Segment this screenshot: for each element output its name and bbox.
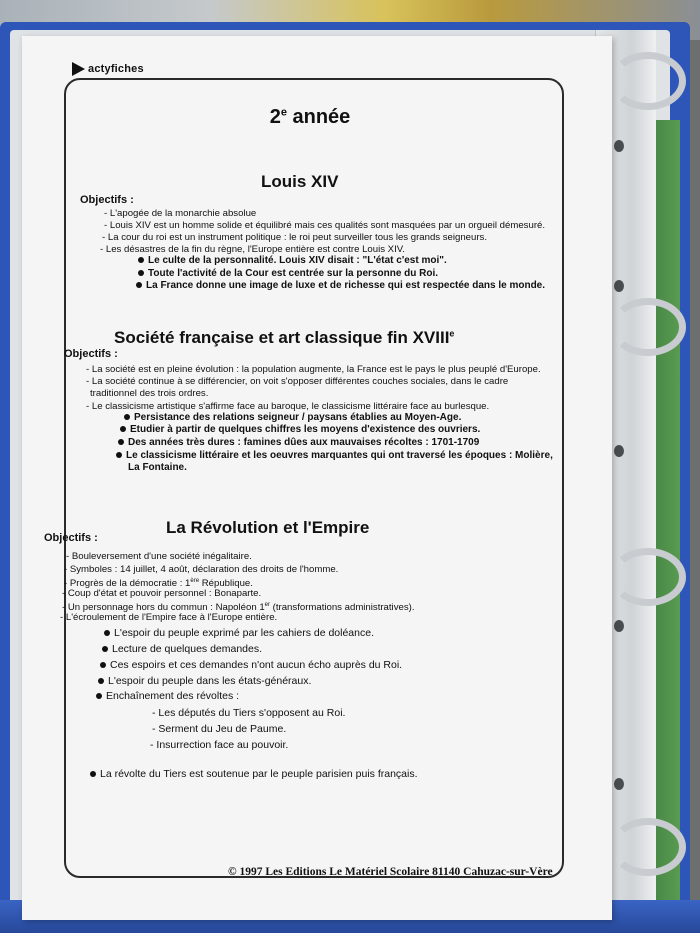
bullet-icon [102,646,108,652]
bullet-item: Enchaînement des révoltes : [96,690,239,702]
objective-line: - L'écroulement de l'Empire face à l'Europe entière. [60,612,278,623]
bullet-item: La révolte du Tiers est soutenue par le peuple parisien puis français. [90,768,418,780]
year-sup: e [280,106,287,119]
objective-line: - Coup d'état et pouvoir personnel : Bonaparte. [62,588,262,599]
bullet-icon [120,426,126,432]
bullet-icon [116,452,122,458]
sub-line: - Insurrection face au pouvoir. [150,739,289,751]
objectives-label: Objectifs : [44,532,98,544]
bullet-item: Etudier à partir de quelques chiffres les moyens d'existence des ouvriers. [120,424,480,436]
bullet-continuation: La Fontaine. [128,462,187,473]
year-number: 2 [269,106,281,128]
bullet-icon [136,282,142,288]
bullet-icon [104,630,110,636]
bullet-icon [138,257,144,263]
bullet-icon [138,270,144,276]
objective-line: - La société est en pleine évolution : la population augmente, la France est le pays le plus peuplé d'Europe. [86,364,541,375]
section-title-revolution: La Révolution et l'Empire [166,518,370,537]
objective-line: - Louis XIV est un homme solide et équilibré mais ces qualités sont masquées par un orgueil démesuré. [104,220,546,231]
section-title-societe: Société française et art classique fin XVIIIe [114,328,455,347]
objective-line: - Symboles : 14 juillet, 4 août, déclaration des droits de l'homme. [64,564,339,575]
brand-name: actyfiches [88,63,144,75]
copyright-footer: © 1997 Les Editions Le Matériel Scolaire 81140 Cahuzac-sur-Vère [228,866,553,878]
bullet-item: Persistance des relations seigneur / paysans établies au Moyen-Age. [124,412,461,424]
section-title-louis: Louis XIV [261,172,339,191]
objective-line: - L'apogée de la monarchie absolue [104,208,257,219]
objective-line: - Le classicisme artistique s'affirme face au baroque, le classicisme littéraire face au burlesque. [86,401,490,412]
objective-line: - Un personnage hors du commun : Napoléon 1er (transformations administratives). [62,602,415,614]
objectives-label: Objectifs : [80,194,134,206]
bullet-icon [124,414,130,420]
year-title [0,106,620,129]
bullet-item: Ces espoirs et ces demandes n'ont aucun écho auprès du Roi. [100,659,402,671]
sub-line: - Les députés du Tiers s'opposent au Roi. [152,707,346,719]
bullet-icon [96,693,102,699]
objective-line: - Les désastres de la fin du règne, l'Europe entière est contre Louis XIV. [100,244,405,255]
objective-line: traditionnel des trois ordres. [90,388,209,399]
sub-line: - Serment du Jeu de Paume. [152,723,287,735]
bullet-item: L'espoir du peuple dans les états-généraux. [98,675,311,687]
bullet-item: Toute l'activité de la Cour est centrée sur la personne du Roi. [138,268,438,280]
bullet-icon [100,662,106,668]
bullet-icon [90,771,96,777]
bullet-item: Le classicisme littéraire et les oeuvres marquantes qui ont traversé les époques : Molière, [116,450,553,462]
bullet-item: La France donne une image de luxe et de richesse qui est respectée dans le monde. [136,280,545,292]
bullet-icon [98,678,104,684]
objective-line: - La cour du roi est un instrument politique : le roi peut surveiller tous les grands seigneurs. [102,232,488,243]
objectives-label: Objectifs : [64,348,118,360]
bullet-item: L'espoir du peuple exprimé par les cahiers de doléance. [104,627,374,639]
bullet-icon [118,439,124,445]
bullet-item: Des années très dures : famines dûes aux mauvaises récoltes : 1701-1709 [118,437,479,449]
bullet-item: Lecture de quelques demandes. [102,643,262,655]
objective-line: - Bouleversement d'une société inégalitaire. [66,551,252,562]
objective-line: - Progrès de la démocratie : 1ère République. [64,578,253,590]
bullet-item: Le culte de la personnalité. Louis XIV disait : "L'état c'est moi". [138,255,447,267]
objective-line: - La société continue à se différencier, on voit s'opposer différentes couches sociales, dans le cadre [86,376,509,387]
year-rest: année [286,106,351,128]
